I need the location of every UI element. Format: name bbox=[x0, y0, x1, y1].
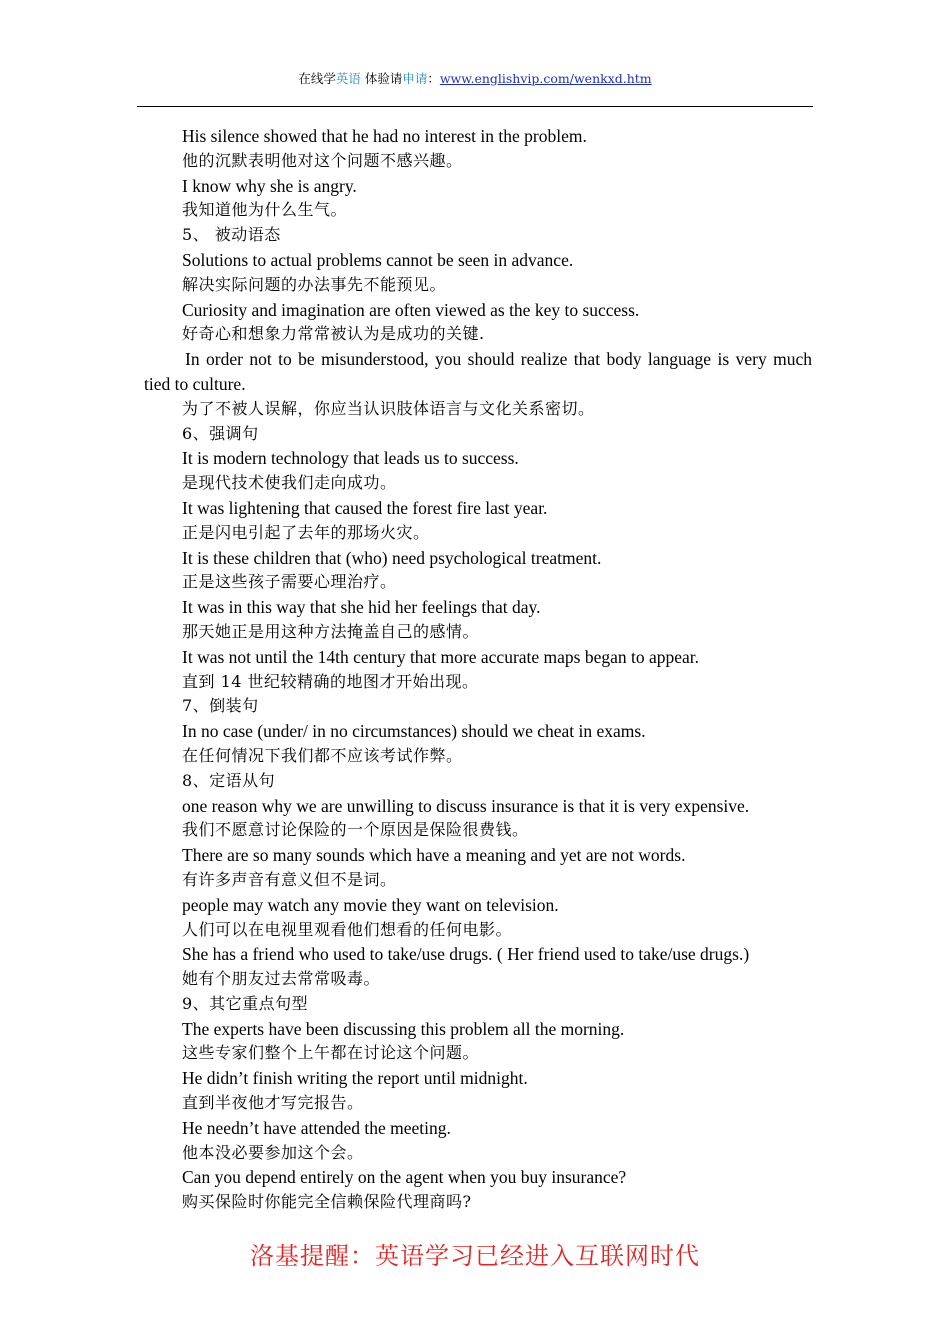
english-sentence: He didn’t finish writing the report until midnight. bbox=[182, 1068, 528, 1089]
english-sentence: It was in this way that she hid her feelings that day. bbox=[182, 597, 541, 618]
page-header bbox=[0, 69, 950, 87]
english-sentence: It is modern technology that leads us to success. bbox=[182, 448, 519, 469]
chinese-line: 我知道他为什么生气。 bbox=[182, 200, 348, 220]
header-middle: 体验请 bbox=[360, 71, 403, 86]
chinese-line: 是现代技术使我们走向成功。 bbox=[182, 473, 397, 493]
english-sentence: There are so many sounds which have a meaning and yet are not words. bbox=[182, 845, 686, 866]
english-sentence: He needn’t have attended the meeting. bbox=[182, 1117, 451, 1138]
english-sentence: His silence showed that he had no interest in the problem. bbox=[182, 126, 587, 146]
chinese-line: 人们可以在电视里观看他们想看的任何电影。 bbox=[182, 919, 513, 939]
footer-reminder: 洛基提醒：英语学习已经进入互联网时代 bbox=[250, 1242, 700, 1270]
english-sentence: She has a friend who used to take/use drugs. ( Her friend used to take/use drugs.) bbox=[182, 944, 750, 965]
chinese-line: 正是这些孩子需要心理治疗。 bbox=[182, 572, 397, 592]
english-sentence: Can you depend entirely on the agent when you buy insurance? bbox=[182, 1167, 627, 1188]
chinese-line: 5、 被动语态 bbox=[182, 225, 281, 245]
chinese-line: 直到半夜他才写完报告。 bbox=[182, 1093, 364, 1113]
chinese-line: 他本没必要参加这个会。 bbox=[182, 1142, 364, 1162]
header-divider bbox=[137, 106, 813, 107]
chinese-line: 8、定语从句 bbox=[182, 770, 276, 790]
chinese-line: 直到 14 世纪较精确的地图才开始出现。 bbox=[182, 671, 479, 691]
english-sentence: In no case (under/ in no circumstances) should we cheat in exams. bbox=[182, 721, 646, 742]
chinese-line: 购买保险时你能完全信赖保险代理商吗? bbox=[182, 1192, 472, 1212]
chinese-line: 6、强调句 bbox=[182, 423, 259, 443]
english-sentence: people may watch any movie they want on television. bbox=[182, 894, 559, 915]
english-sentence: Solutions to actual problems cannot be seen in advance. bbox=[182, 249, 574, 270]
english-sentence: It was lightening that caused the forest fire last year. bbox=[182, 497, 548, 518]
english-sentence: It is these children that (who) need psychological treatment. bbox=[182, 547, 602, 568]
chinese-line: 那天她正是用这种方法掩盖自己的感情。 bbox=[182, 621, 480, 641]
english-sentence: I know why she is angry. bbox=[182, 175, 357, 196]
chinese-line: 她有个朋友过去常常吸毒。 bbox=[182, 969, 381, 989]
chinese-line: 解决实际问题的办法事先不能预见。 bbox=[182, 274, 447, 294]
chinese-line: 9、其它重点句型 bbox=[182, 993, 309, 1013]
english-sentence: It was not until the 14th century that more accurate maps began to appear. bbox=[182, 646, 700, 667]
chinese-line: 他的沉默表明他对这个问题不感兴趣。 bbox=[182, 150, 463, 170]
header-highlight-english: 英语 bbox=[335, 71, 361, 86]
chinese-line: 正是闪电引起了去年的那场火灾。 bbox=[182, 522, 430, 542]
english-sentence: The experts have been discussing this problem all the morning. bbox=[182, 1018, 625, 1039]
chinese-line: 这些专家们整个上午都在讨论这个问题。 bbox=[182, 1043, 480, 1063]
english-sentence: one reason why we are unwilling to discuss insurance is that it is very expensive. bbox=[182, 795, 750, 816]
chinese-line: 为了不被人误解，你应当认识肢体语言与文化关系密切。 bbox=[182, 398, 595, 418]
header-colon: ： bbox=[427, 71, 440, 86]
header-highlight-apply: 申请 bbox=[402, 71, 428, 86]
chinese-line: 我们不愿意讨论保险的一个原因是保险很费钱。 bbox=[182, 820, 529, 840]
chinese-line: 7、倒装句 bbox=[182, 696, 259, 716]
document-body bbox=[144, 124, 812, 1215]
header-prefix: 在线学 bbox=[298, 71, 336, 86]
header-link[interactable]: www.englishvip.com/wenkxd.htm bbox=[439, 71, 652, 86]
chinese-line: 有许多声音有意义但不是词。 bbox=[182, 869, 397, 889]
chinese-line: 好奇心和想象力常常被认为是成功的关键. bbox=[182, 324, 485, 344]
english-sentence: In order not to be misunderstood, you should realize that body language is very much tied to culture. bbox=[144, 349, 812, 394]
chinese-line: 在任何情况下我们都不应该考试作弊。 bbox=[182, 745, 463, 765]
english-sentence: Curiosity and imagination are often viewed as the key to success. bbox=[182, 299, 640, 320]
